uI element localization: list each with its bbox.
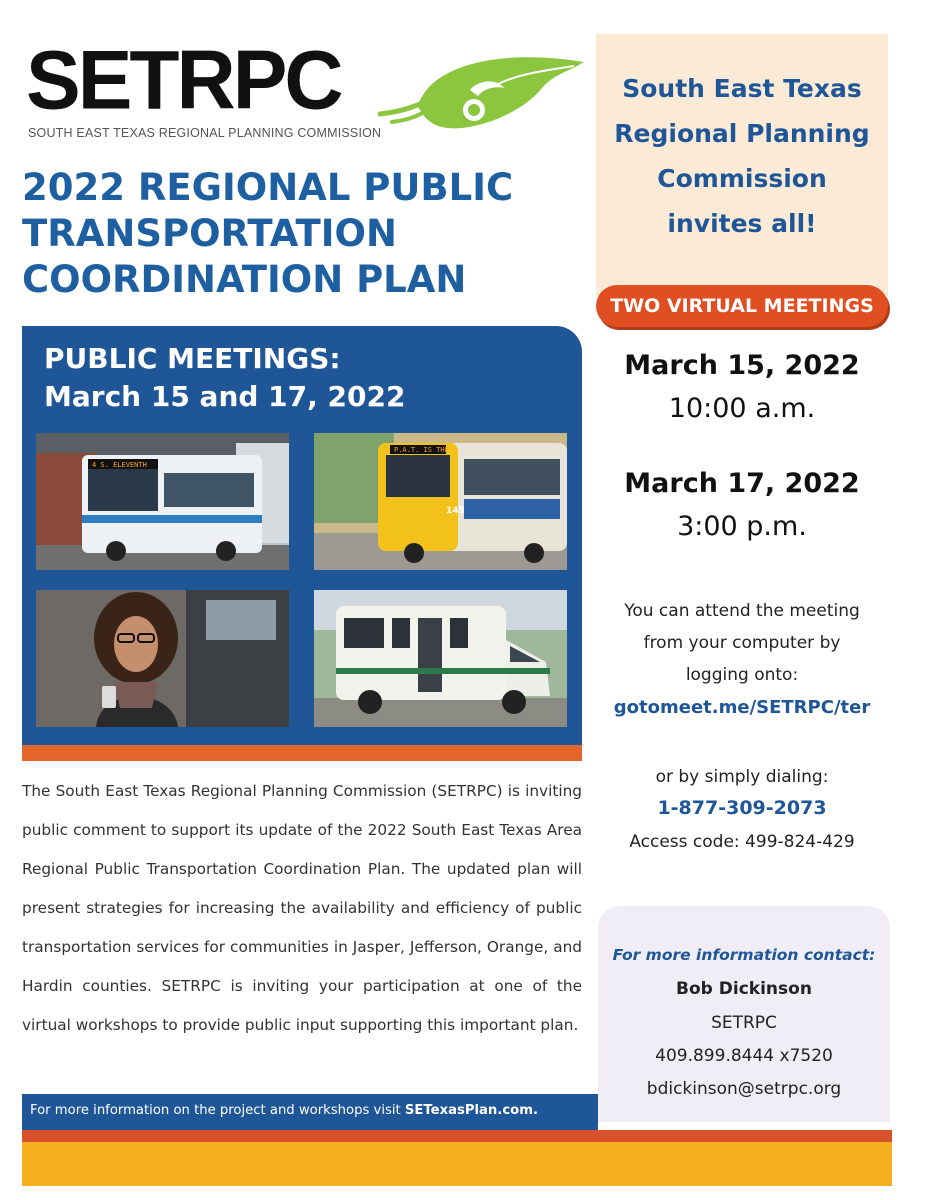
access-code: Access code: 499-824-429 [629, 832, 855, 852]
meeting-2-date: March 17, 2022 [624, 468, 860, 499]
meetings-heading-line-1: PUBLIC MEETINGS: [44, 342, 341, 375]
footer-info: For more information on the project and workshops visit [30, 1103, 405, 1118]
meetings-heading [44, 340, 564, 416]
contact-name: Bob Dickinson [676, 979, 812, 999]
body-paragraph: The South East Texas Regional Planning Commission (SETRPC) is inviting public comment to support its update of the 2022 South East Texas Area Regional Public Transportation Coordination Plan. The updated plan will present strategies for increasing the availability and efficiency of public transportation services for communities in Jasper, Jefferson, Orange, and Hardin counties. SETRPC is inviting your participation at one of the virtual workshops to provide public input supporting this important plan. [22, 782, 582, 1034]
invite-line-1: South East Texas [622, 74, 862, 103]
virtual-meetings-label: TWO VIRTUAL MEETINGS [610, 295, 874, 317]
footer-website-link[interactable]: SETexasPlan.com. [404, 1103, 538, 1118]
footer-yellow-stripe [22, 1142, 892, 1186]
shuttle-van-photo [314, 590, 567, 727]
invite-line-4: invites all! [667, 209, 817, 238]
plan-title-line-1: 2022 REGIONAL PUBLIC [22, 166, 514, 209]
woman-phone-photo [36, 590, 289, 727]
meetings-heading-line-2: March 15 and 17, 2022 [44, 380, 406, 413]
setrpc-logo: SETRPC [26, 34, 341, 127]
attend-line-3: logging onto: [685, 665, 799, 685]
meeting-1-time: 10:00 a.m. [668, 393, 816, 424]
dial-text: or by simply dialing: [655, 767, 829, 787]
orange-divider [22, 745, 582, 761]
meeting-link[interactable]: gotomeet.me/SETRPC/ter [613, 697, 871, 718]
city-bus-sign: 4 S. ELEVENTH [92, 461, 147, 469]
yellow-bus-sign: P.A.T. IS THE [394, 446, 449, 454]
yellow-bus-number: 145 [446, 506, 465, 516]
attend-line-2: from your computer by [643, 633, 841, 653]
invite-text [596, 66, 888, 246]
plan-title-line-2: TRANSPORTATION [22, 212, 397, 255]
contact-email[interactable]: bdickinson@setrpc.org [646, 1079, 842, 1099]
city-bus-photo [36, 433, 289, 570]
attend-line-1: You can attend the meeting [624, 601, 860, 621]
logo-subtitle: SOUTH EAST TEXAS REGIONAL PLANNING COMMISSION [28, 126, 382, 140]
meeting-2-time: 3:00 p.m. [677, 511, 807, 542]
plan-title [22, 165, 582, 303]
attend-instructions [596, 595, 888, 691]
meeting-1-date: March 15, 2022 [624, 350, 860, 381]
plan-title-line-3: COORDINATION PLAN [22, 258, 467, 301]
footer-red-stripe [22, 1130, 892, 1142]
dial-in-phone[interactable]: 1-877-309-2073 [657, 797, 827, 819]
invite-line-2: Regional Planning [614, 119, 870, 148]
yellow-bus-photo [314, 433, 567, 570]
invite-line-3: Commission [657, 164, 827, 193]
contact-org: SETRPC [711, 1013, 777, 1033]
leaf-car-icon [378, 44, 588, 136]
contact-phone[interactable]: 409.899.8444 x7520 [655, 1046, 833, 1066]
contact-heading: For more information contact: [612, 946, 876, 964]
footer-text [30, 1103, 538, 1118]
